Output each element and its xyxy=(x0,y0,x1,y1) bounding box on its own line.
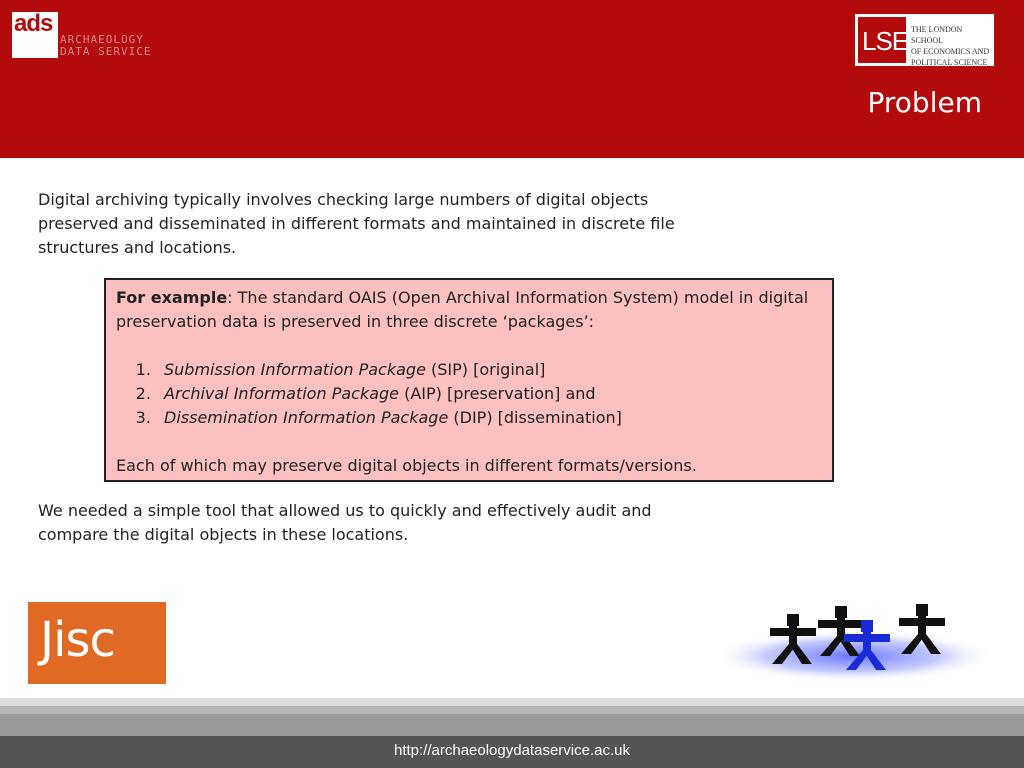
footer-url-link[interactable]: http://archaeologydataservice.ac.uk xyxy=(394,742,630,759)
header-banner xyxy=(0,0,1024,158)
list-item: 2. Archival Information Package (AIP) [preservation] and xyxy=(156,382,822,406)
intro-paragraph: Digital archiving typically involves checking large numbers of digital objects preserved and disseminated in different formats and maintained in discrete file structures and locations. xyxy=(38,190,675,257)
lse-logo-name xyxy=(911,24,994,79)
lse-logo-line: THE LONDON SCHOOL xyxy=(911,25,963,45)
example-text: : The standard OAIS (Open Archival Information System) model in digital preservation data is preserved in three discrete ‘packages’: xyxy=(116,288,809,331)
lse-logo-mark-text: LSE xyxy=(862,26,909,56)
people-figures-icon xyxy=(712,600,994,686)
lse-logo-line: POLITICAL SCIENCE xyxy=(911,57,994,79)
example-lead: For example xyxy=(116,288,228,307)
ads-logo-line: DATA SERVICE xyxy=(60,45,152,58)
jisc-logo-text: Jisc xyxy=(40,612,115,668)
lse-logo-line: OF ECONOMICS AND xyxy=(911,47,990,56)
footer-stripe xyxy=(0,714,1024,736)
example-box xyxy=(104,278,834,482)
list-item: 1. Submission Information Package (SIP) [original] xyxy=(156,358,822,382)
package-list xyxy=(116,358,822,430)
conclusion-paragraph: We needed a simple tool that allowed us to quickly and effectively audit and compare the digital objects in these locations. xyxy=(38,501,652,544)
lse-logo xyxy=(855,14,994,66)
footer-bar xyxy=(0,736,1024,768)
list-item: 3. Dissemination Information Package (DIP) [dissemination] xyxy=(156,406,822,430)
example-intro xyxy=(116,286,822,334)
ads-logo-mark-text: ads xyxy=(14,10,53,37)
footer-stripe xyxy=(0,706,1024,714)
ads-logo xyxy=(12,12,152,62)
ads-logo-mark xyxy=(12,12,58,58)
example-closing: Each of which may preserve digital objects in different formats/versions. xyxy=(116,456,697,475)
ads-logo-text xyxy=(60,34,151,58)
lse-logo-mark xyxy=(858,17,909,63)
jisc-logo xyxy=(28,602,166,684)
slide-title: Problem xyxy=(867,86,982,119)
ads-logo-line: ARCHAEOLOGY xyxy=(60,33,144,46)
footer-stripe xyxy=(0,698,1024,706)
